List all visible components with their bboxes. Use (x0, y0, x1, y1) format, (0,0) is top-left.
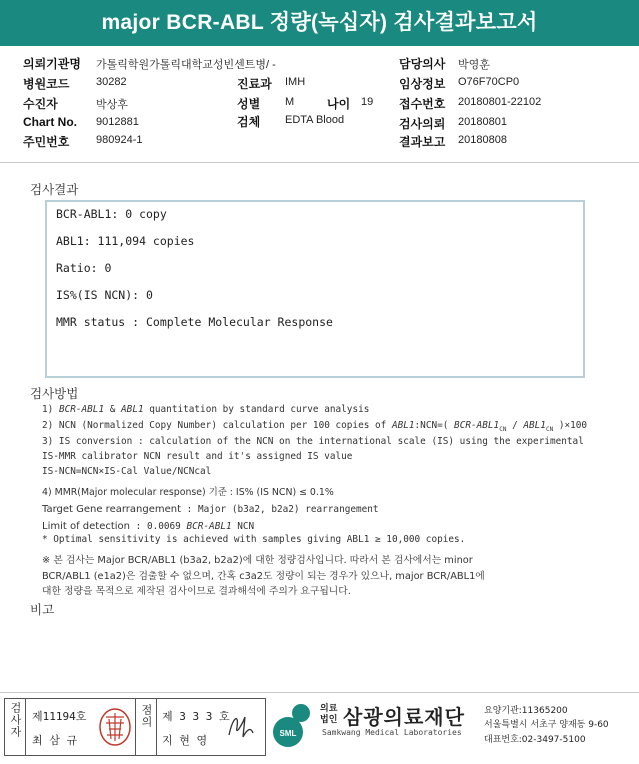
note-line-2: BCR/ABL1 (e1a2)은 검출할 수 없으며, 간혹 c3a2도 정량이 되는 경우가 있으나, major BCR/ABL1에 (42, 571, 485, 582)
lod-line: Limit of detection : 0.0069 BCR-ABL1 NCN (42, 521, 255, 532)
org-phone: 대표번호:02-3497-5100 (484, 735, 586, 745)
ratio-result: Ratio: 0 (56, 261, 112, 275)
chart-label: Chart No. (23, 115, 77, 129)
hospital-code-label: 병원코드 (23, 77, 70, 91)
dept-value: IMH (285, 76, 306, 88)
chart-value: 9012881 (96, 116, 139, 128)
note-line-3: 대한 정량을 목적으로 제작된 검사이므로 결과해석에 주의가 요구됩니다. (42, 586, 351, 597)
method-line-2: 2) NCN (Normalized Copy Number) calculation per 100 copies of ABL1:NCN=( BCR-$ABL1_{CN} / ABL1_{CN}$ )×100 (42, 420, 588, 433)
specimen-label: 검체 (237, 115, 261, 129)
method-line-3c: IS-NCN=NCN×IS-Cal Value/NCNcal (42, 466, 212, 477)
receipt-value: 20180801-22102 (458, 96, 542, 108)
receipt-label: 접수번호 (399, 97, 446, 111)
remarks-title: 비고 (30, 603, 55, 617)
org-prefix: 의료 법인 (320, 704, 338, 725)
institution-value: 가톨릭학원가톨릭대학교성빈센트병/ - (96, 59, 276, 71)
method-line-3: 3) IS conversion : calculation of the NCN on the international scale (IS) using the experimental (42, 436, 584, 447)
report-date-value: 20180808 (458, 134, 507, 146)
sex-value: M (285, 96, 295, 108)
target-gene-line: Target Gene rearrangement : Major (b3a2, b2a2) rearrangement (42, 504, 379, 515)
method-line-1: 1) BCR-ABL1 & ABL1 quantitation by standard curve analysis (42, 404, 370, 415)
doctor-label: 담당의사 (399, 57, 446, 71)
results-title: 검사결과 (30, 183, 79, 197)
bcr-abl1-result: BCR-ABL1: 0 copy (56, 207, 167, 221)
age-label: 나이 (327, 97, 351, 111)
signature-divider-1 (25, 699, 26, 755)
signature-box (4, 698, 266, 756)
org-address: 서울특별시 서초구 양재동 9-60 (484, 720, 609, 730)
method-title: 검사방법 (30, 387, 79, 401)
signature-divider-3 (156, 699, 157, 755)
inspector-label: 검사자 (9, 702, 22, 738)
mmr-status-result: MMR status : Complete Molecular Response (56, 315, 333, 329)
report-title: major BCR-ABL 정량(녹십자) 검사결과보고서 (0, 0, 639, 46)
doctor-value: 박영훈 (458, 59, 490, 71)
dept-label: 진료과 (237, 77, 272, 91)
id-value: 980924-1 (96, 134, 143, 146)
reviewer-signature-icon (223, 707, 259, 745)
header-divider (0, 162, 639, 163)
org-english: Samkwang Medical Laboratories (322, 728, 462, 737)
sml-logo-icon (270, 700, 318, 750)
collector-value: 박상후 (96, 99, 128, 111)
method-line-4: 4) MMR(Major molecular response) 기준 : IS% (IS NCN) ≤ 0.1% (42, 487, 334, 498)
reviewer-number: 제 3 3 3 호 (162, 710, 230, 723)
signature-divider-2 (135, 699, 136, 755)
request-value: 20180801 (458, 116, 507, 128)
abl1-result: ABL1: 111,094 copies (56, 234, 195, 248)
reviewer-name: 지 현 영 (162, 734, 208, 747)
hospital-code-value: 30282 (96, 76, 127, 88)
results-box (45, 200, 585, 378)
inspector-number: 제11194호 (32, 710, 87, 723)
inspector-seal-icon (97, 707, 133, 747)
inspector-name: 최 삼 규 (32, 734, 78, 747)
reviewer-label: 점의 (140, 704, 153, 728)
footer-divider (0, 692, 639, 693)
sex-label: 성별 (237, 97, 261, 111)
clinical-value: O76F70CP0 (458, 76, 520, 88)
request-label: 검사의뢰 (399, 117, 446, 131)
note-line-1: ※ 본 검사는 Major BCR/ABL1 (b3a2, b2a2)에 대한 정량검사입니다. 따라서 본 검사에서는 minor (42, 555, 473, 566)
org-name: 삼광의료재단 (343, 705, 465, 729)
report-date-label: 결과보고 (399, 135, 446, 149)
id-label: 주민번호 (23, 135, 70, 149)
institution-label: 의뢰기관명 (23, 57, 81, 71)
method-line-3b: IS-MMR calibrator NCN result and it's assigned IS value (42, 451, 353, 462)
specimen-value: EDTA Blood (285, 114, 345, 126)
org-code: 요양기관:11365200 (484, 706, 568, 716)
sml-logo-text: SML (279, 729, 297, 738)
collector-label: 수진자 (23, 97, 58, 111)
sensitivity-line: * Optimal sensitivity is achieved with samples giving ABL1 ≥ 10,000 copies. (42, 534, 466, 545)
is-ncn-result: IS%(IS NCN): 0 (56, 288, 153, 302)
age-value: 19 (361, 96, 374, 108)
clinical-label: 임상정보 (399, 77, 446, 91)
patient-info (0, 52, 639, 156)
